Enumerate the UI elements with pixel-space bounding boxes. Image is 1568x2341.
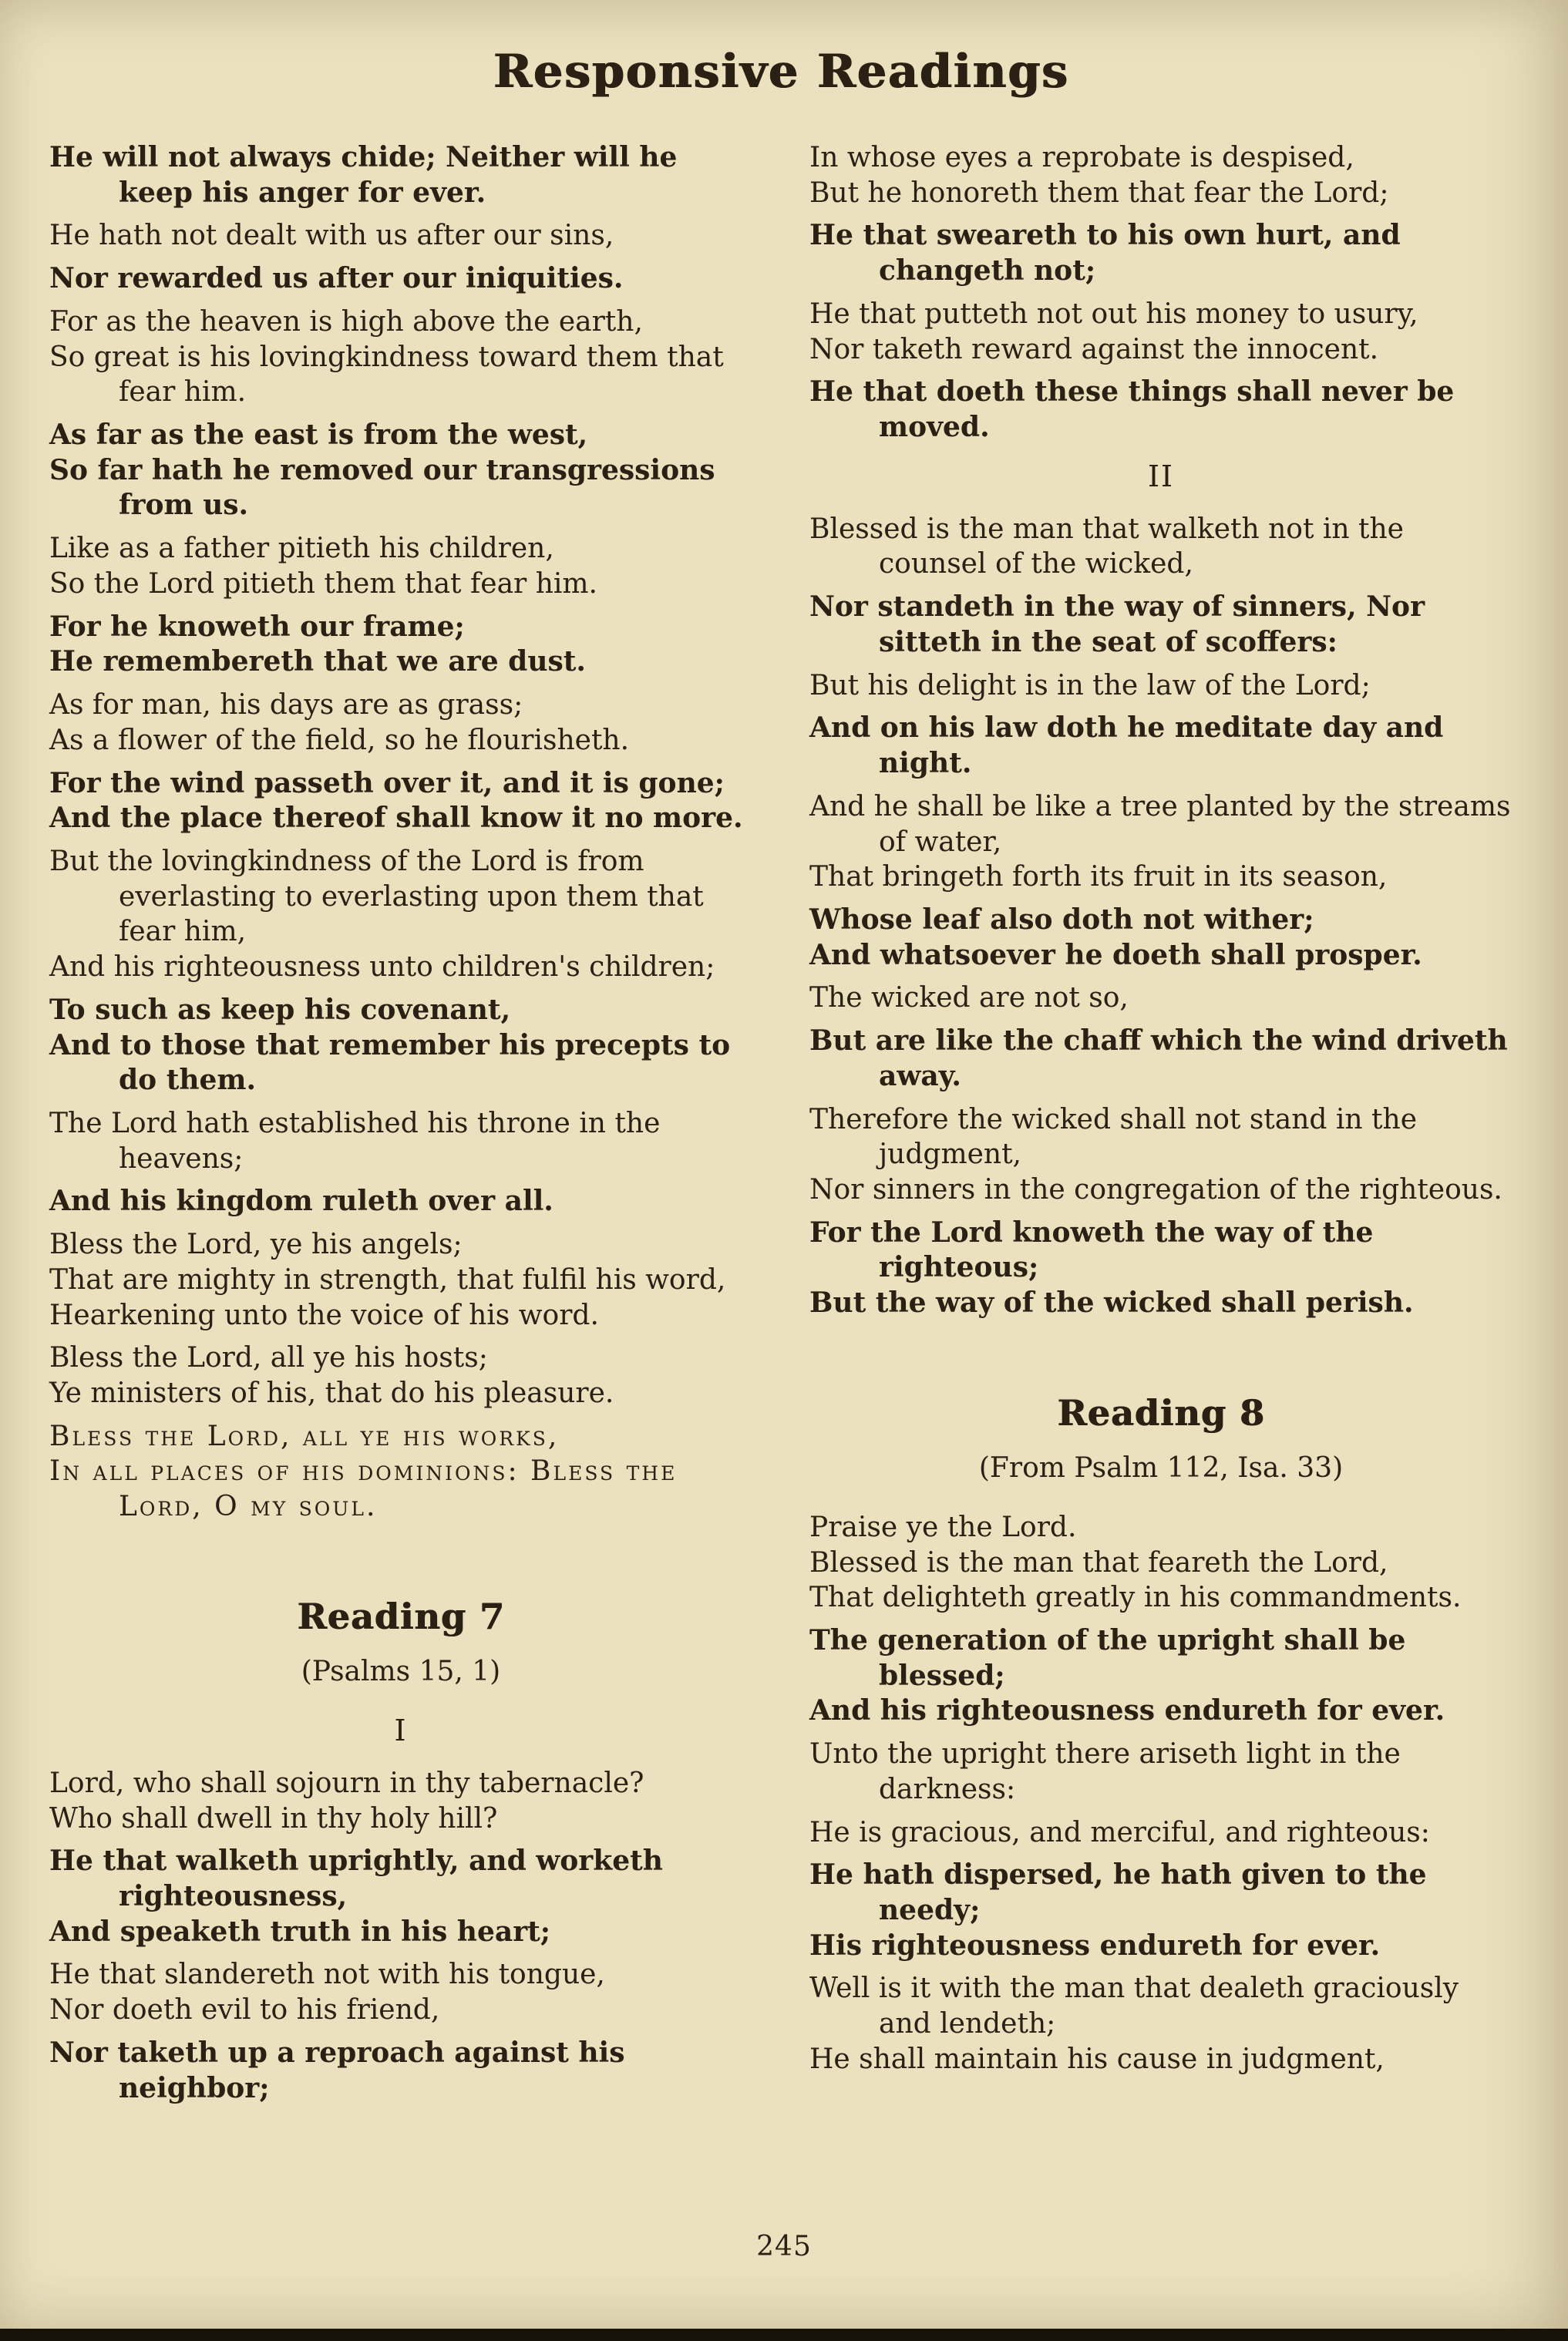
verse — [809, 711, 1512, 781]
verse-line: Hearkening unto the voice of his word. — [49, 1299, 599, 1331]
verse-line: And to those that remember his precepts to do them. — [49, 1028, 731, 1097]
verse — [49, 218, 752, 254]
verse-line: And the place thereof shall know it no more. — [49, 802, 743, 835]
verse — [49, 1184, 752, 1219]
verse — [809, 1971, 1512, 2077]
verse — [809, 1623, 1512, 1729]
verse — [809, 903, 1512, 973]
verse-line: Whose leaf also doth not wither; — [809, 903, 1314, 936]
verse — [809, 1858, 1512, 1963]
verse — [49, 140, 752, 210]
verse-line: Nor taketh reward against the innocent. — [809, 333, 1379, 365]
left-column — [49, 140, 752, 2114]
verse-line: But his delight is in the law of the Lord; — [809, 669, 1371, 701]
verse-line: Bless the Lord, ye his angels; — [49, 1229, 463, 1261]
verse-line: For as the heaven is high above the earth, — [49, 305, 643, 338]
verse-line: The generation of the upright shall be blessed; — [809, 1624, 1406, 1692]
verse-line: Well is it with the man that dealeth graciously and lendeth; — [809, 1973, 1459, 2040]
verse-line: Nor standeth in the way of sinners, Nor sitteth in the seat of scoffers: — [809, 590, 1425, 658]
verse-line: That delighteth greatly in his commandments. — [809, 1582, 1462, 1614]
reading-reference: (Psalms 15, 1) — [301, 1655, 501, 1687]
verse — [49, 1106, 752, 1176]
verse-line: For the Lord knoweth the way of the righteous; — [809, 1216, 1374, 1284]
verse-line: But he honoreth them that fear the Lord; — [809, 177, 1389, 209]
verse — [49, 1419, 752, 1525]
verse — [809, 590, 1512, 660]
verse-line: He is gracious, and merciful, and righteous: — [809, 1816, 1430, 1848]
verse-line: Therefore the wicked shall not stand in the judgment, — [809, 1103, 1418, 1171]
verse-line: In all places of his dominions: Bless the Lord, O my soul. — [49, 1455, 678, 1523]
verse-line: So far hath he removed our transgressions from us. — [49, 453, 715, 522]
verse — [49, 1766, 752, 1836]
verse — [49, 844, 752, 985]
verse-line: In whose eyes a reprobate is despised, — [809, 142, 1354, 173]
verse-line: He that sweareth to his own hurt, and changeth not; — [809, 219, 1401, 288]
verse-line: And his righteousness endureth for ever. — [809, 1694, 1445, 1727]
page-number: 245 — [756, 2231, 812, 2262]
verse-line: And on his law doth he meditate day and night. — [809, 711, 1444, 780]
verse — [49, 1844, 752, 1949]
verse-line: Bless the Lord, all ye his hosts; — [49, 1342, 488, 1374]
verse — [809, 668, 1512, 704]
verse-line: Praise ye the Lord. — [809, 1511, 1077, 1543]
verse — [809, 980, 1512, 1016]
verse-line: Nor taketh up a reproach against his neighbor; — [49, 2036, 625, 2104]
verse — [49, 610, 752, 680]
verse-line: As for man, his days are as grass; — [49, 689, 523, 721]
verse-line: So great is his lovingkindness toward them that fear him. — [49, 341, 724, 409]
verse-line: But the way of the wicked shall perish. — [809, 1287, 1414, 1320]
verse — [49, 304, 752, 410]
verse-line: As far as the east is from the west, — [49, 419, 588, 452]
verse-line: Like as a father pitieth his children, — [49, 533, 554, 565]
verse-line: That are mighty in strength, that fulfil his word, — [49, 1263, 726, 1296]
verse-line: Lord, who shall sojourn in thy tabernacle? — [49, 1767, 644, 1799]
verse — [49, 1227, 752, 1333]
verse-line: He shall maintain his cause in judgment, — [809, 2043, 1385, 2075]
verse-line: As a flower of the field, so he flourisheth. — [49, 724, 630, 756]
text-columns — [49, 140, 1512, 2114]
verse — [809, 1815, 1512, 1851]
verse-line: He hath dispersed, he hath given to the needy; — [809, 1858, 1427, 1927]
verse-line: He that doeth these things shall never be moved. — [809, 375, 1455, 444]
reading-heading: Reading 8 — [1057, 1391, 1265, 1434]
verse — [809, 218, 1512, 288]
verse-line: His righteousness endureth for ever. — [809, 1929, 1381, 1962]
verse — [809, 789, 1512, 895]
verse-line: He remembereth that we are dust. — [49, 645, 586, 678]
verse-line: Nor doeth evil to his friend, — [49, 1994, 440, 2027]
reading-heading: Reading 7 — [297, 1595, 505, 1637]
verse-line: And whatsoever he doeth shall prosper. — [809, 938, 1422, 971]
verse-line: Nor rewarded us after our iniquities. — [49, 262, 624, 295]
verse-line: To such as keep his covenant, — [49, 993, 511, 1026]
verse-line: And he shall be like a tree planted by the streams of water, — [809, 790, 1511, 858]
verse-line: Nor sinners in the congregation of the righteous. — [809, 1173, 1502, 1206]
verse — [809, 297, 1512, 367]
verse-line: He that slandereth not with his tongue, — [49, 1959, 605, 1991]
verse-line: But are like the chaff which the wind driveth away. — [809, 1024, 1508, 1092]
scan-edge-artifact — [0, 2329, 1568, 2341]
verse — [809, 140, 1512, 210]
page-title: Responsive Readings — [493, 45, 1069, 99]
verse-line: And his righteousness unto children's children; — [49, 951, 715, 984]
verse-line: Who shall dwell in thy holy hill? — [49, 1802, 498, 1835]
verse-line: For the wind passeth over it, and it is gone; — [49, 766, 725, 799]
right-column — [809, 140, 1512, 2085]
verse — [49, 531, 752, 601]
verse-line: Unto the upright there ariseth light in the darkness: — [809, 1738, 1401, 1805]
verse-line: The Lord hath established his throne in the heavens; — [49, 1107, 661, 1175]
verse-line: Bless the Lord, all ye his works, — [49, 1420, 560, 1452]
verse-line: He will not always chide; Neither will he keep his anger for ever. — [49, 141, 678, 209]
verse — [49, 688, 752, 758]
verse-line: He hath not dealt with us after our sins, — [49, 220, 614, 252]
section-numeral: II — [1147, 459, 1175, 493]
reading-reference: (From Psalm 112, Isa. 33) — [978, 1451, 1344, 1484]
verse — [49, 2036, 752, 2106]
verse-line: And his kingdom ruleth over all. — [49, 1185, 554, 1218]
verse — [49, 1340, 752, 1411]
verse — [809, 1102, 1512, 1208]
section-numeral: I — [394, 1713, 408, 1747]
verse-line: The wicked are not so, — [809, 982, 1129, 1014]
verse — [809, 1737, 1512, 1807]
verse-line: That bringeth forth its fruit in its season, — [809, 861, 1388, 893]
verse-line: So the Lord pitieth them that fear him. — [49, 567, 597, 600]
verse — [49, 418, 752, 523]
verse — [809, 1024, 1512, 1094]
verse — [49, 993, 752, 1098]
verse-line: Ye ministers of his, that do his pleasure. — [49, 1377, 614, 1409]
verse — [809, 512, 1512, 582]
verse — [49, 1957, 752, 2027]
verse-line: Blessed is the man that feareth the Lord, — [809, 1546, 1388, 1579]
verse — [49, 766, 752, 836]
verse-line: For he knoweth our frame; — [49, 610, 465, 643]
verse-line: He that putteth not out his money to usury, — [809, 298, 1418, 330]
verse — [809, 1510, 1512, 1616]
verse — [809, 1216, 1512, 1321]
verse-line: And speaketh truth in his heart; — [49, 1915, 551, 1948]
verse — [809, 375, 1512, 445]
verse-line: He that walketh uprightly, and worketh righteousness, — [49, 1845, 663, 1913]
verse-line: Blessed is the man that walketh not in the counsel of the wicked, — [809, 513, 1404, 580]
verse — [49, 261, 752, 297]
verse-line: But the lovingkindness of the Lord is from everlasting to everlasting upon them that fear him, — [49, 845, 704, 948]
